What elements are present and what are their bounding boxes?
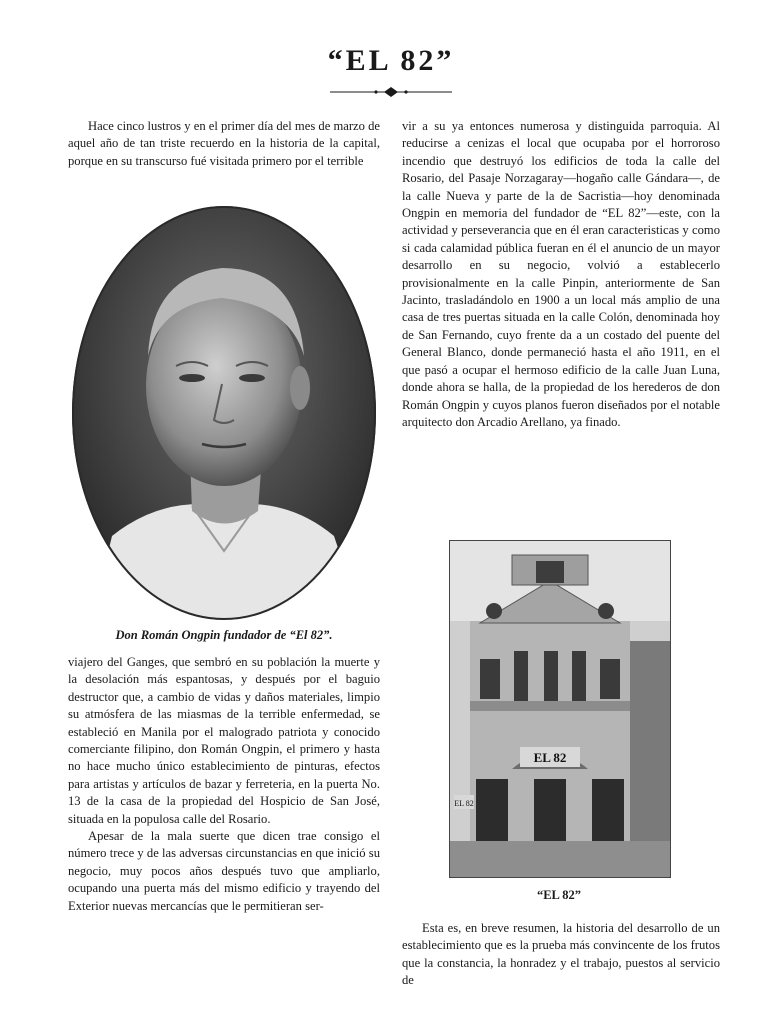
paragraph: Hace cinco lustros y en el primer día del mes de marzo de aquel año de tan triste recuerdo en la historia de la capital, porque en su transcurso fué visitada primero por el terrible [68, 119, 380, 168]
building-photo-el-82 [449, 540, 671, 878]
paragraph: viajero del Ganges, que sembró en su población la muerte y la desolación más espantosas, y después por el baguio destructor que, a cambio de vidas y daños materiales, limpio su atmósfera de las miasmas de la terrible enfermedad, se estableció en Manila por el malogrado patriota y conocido comerciante filipino, don Román Ongpin, el primero y hasta no hace mucho único establecimiento de pinturas, efectos para artistas y artículos de bazar y ferreteria, en la puerta No. 13 de la casa de la propiedad del Hospicio de San José, situada en la populosa calle del Rosario. [68, 655, 380, 826]
column-2-bottom-text [402, 920, 720, 990]
building-caption: “EL 82” [536, 888, 582, 902]
paragraph: Apesar de la mala suerte que dicen trae consigo el número trece y de las adversas circunstancias en que inició su negocio, muy pocos años después tuvo que ampliarlo, ocupando una puerta más del mismo edificio y trayendo del Exterior nuevas mercancías que le permitieran ser- [68, 829, 380, 913]
title-ornament-divider [330, 86, 452, 98]
page-title: “EL 82” [327, 44, 455, 77]
column-1-bottom-text [68, 654, 380, 915]
portrait-caption: Don Román Ongpin fundador de “El 82”. [115, 628, 333, 642]
paragraph: vir a su ya entonces numerosa y distinguida parroquia. Al reducirse a cenizas el local que ocupaba por el horroroso incendio que destruyó los edificios de toda la calle del Rosario, del Pasaje Norzagaray—hogaño calle Gándara—, de la calle Nueva y parte de la de Sacristia—hoy denominada Ongpin en memoria del fundador de “EL 82”—este, con la actividad y perseverancia que en él eran caracteristicas y como si cada calamidad pública fueran en él el anuncio de un mayor desarrollo en su negocio, volvió a establecerlo provisionalmente en la calle Pinpin, anteriormente de San Jacinto, trasladándolo en 1900 a un local más amplio de una casa de tres puertas situada en la calle Colón, denominada hoy de San Fernando, cuyo frente da a un costado del puente del General Blanco, donde permaneció hasta el año 1911, en el que pasó a ocupar el hermoso edificio de la calle Juan Luna, donde ahora se halla, de la propiedad de los herederos de don Román Ongpin y cuyos planos fueron diseñados por el notable arquitecto don Arcadio Arellano, ya finado. [402, 119, 720, 429]
portrait-photo-roman-ongpin [72, 206, 376, 620]
column-2-top-text [402, 118, 720, 431]
building-side-sign-text: EL 82 [454, 799, 474, 808]
column-1-top-text [68, 118, 380, 170]
paragraph: Esta es, en breve resumen, la historia del desarrollo de un establecimiento que es la prueba más convincente de los frutos que la constancia, la honradez y el trabajo, puestos al servicio de [402, 921, 720, 988]
building-sign-text: EL 82 [533, 750, 567, 765]
